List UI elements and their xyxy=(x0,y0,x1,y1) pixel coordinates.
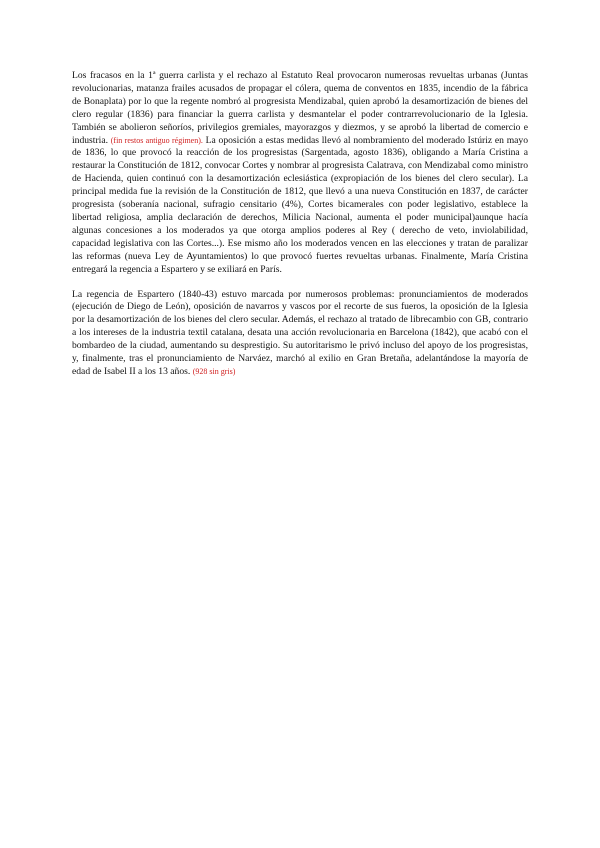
paragraph-espartero-regency xyxy=(72,289,528,379)
paragraph-text: La regencia de Espartero (1840-43) estuvo marcada por numerosos problemas: pronunciamientos de moderados (ejecución de Diego de León), oposición de navarros y vascos por el recorte de sus fueros, la oposición de la Iglesia por la desamortización de los bienes del clero secular. Además, el rechazo al tratado de librecambio con GB, contrario a los intereses de la industria textil catalana, desata una acción revolucionaria en Barcelona (1842), que acabó con el bombardeo de la ciudad, aumentando su desprestigio. Su autoritarismo le privó incluso del apoyo de los progresistas, y, finalmente, tras el pronunciamiento de Narváez, marchó al exilio en Gran Bretaña, adelantándose la mayoría de edad de Isabel II a los 13 años. xyxy=(72,288,528,377)
paragraph-first-carlist-war xyxy=(72,70,528,277)
paragraph-text-b: La oposición a estas medidas llevó al nombramiento del moderado Istúriz en mayo de 1836, lo que provocó la reacción de los progresistas (Sargentada, agosto 1836), obligando a María Cristina a restaurar la Constitución de 1812, convocar Cortes y nombrar al progresista Calatrava, con Mendizabal como ministro de Hacienda, quien continuó con la desamortización eclesiástica (expropiación de los bienes del clero secular). La principal medida fue la revisión de la Constitución de 1812, que llevó a una nueva Constitución en 1837, de carácter progresista (soberanía nacional, sufragio censitario (4%), Cortes bicamerales con poder legislativo, establece la libertad religiosa, amplia declaración de derechos, Milicia Nacional, aumenta el poder municipal)aunque hacía algunas concesiones a los moderados ya que otorga amplios poderes al Rey ( derecho de veto, inviolabilidad, capacidad legislativa con las Cortes...). Ese mismo año los moderados vencen en las elecciones y tratan de paralizar las reformas (nueva Ley de Ayuntamientos) lo que provocó fuertes revueltas urbanas. Finalmente, María Cristina entregará la regencia a Espartero y se exiliará en París. xyxy=(72,134,529,275)
paragraph-text-a: Los fracasos en la 1ª guerra carlista y el rechazo al Estatuto Real provocaron numerosas revueltas urbanas (Juntas revolucionarias, matanza frailes acusados de propagar el cólera, quema de conventos en 1835, incendio de la fábrica de Bonaplata) por lo que la regente nombró al progresista Mendizabal, quien aprobó la desamortización de bienes del clero regular (1836) para financiar la guerra carlista y desmantelar el poder contrarrevolucionario de la Iglesia. También se abolieron señoríos, privilegios gremiales, mayorazgos y diezmos, y se aprobó la libertad de comercio e industria. xyxy=(72,70,528,146)
annotation-note-old-regime: (fin restos antiguo régimen). xyxy=(110,135,203,145)
document-page xyxy=(72,70,528,391)
annotation-note-word-count: (928 sin gris) xyxy=(192,366,236,376)
